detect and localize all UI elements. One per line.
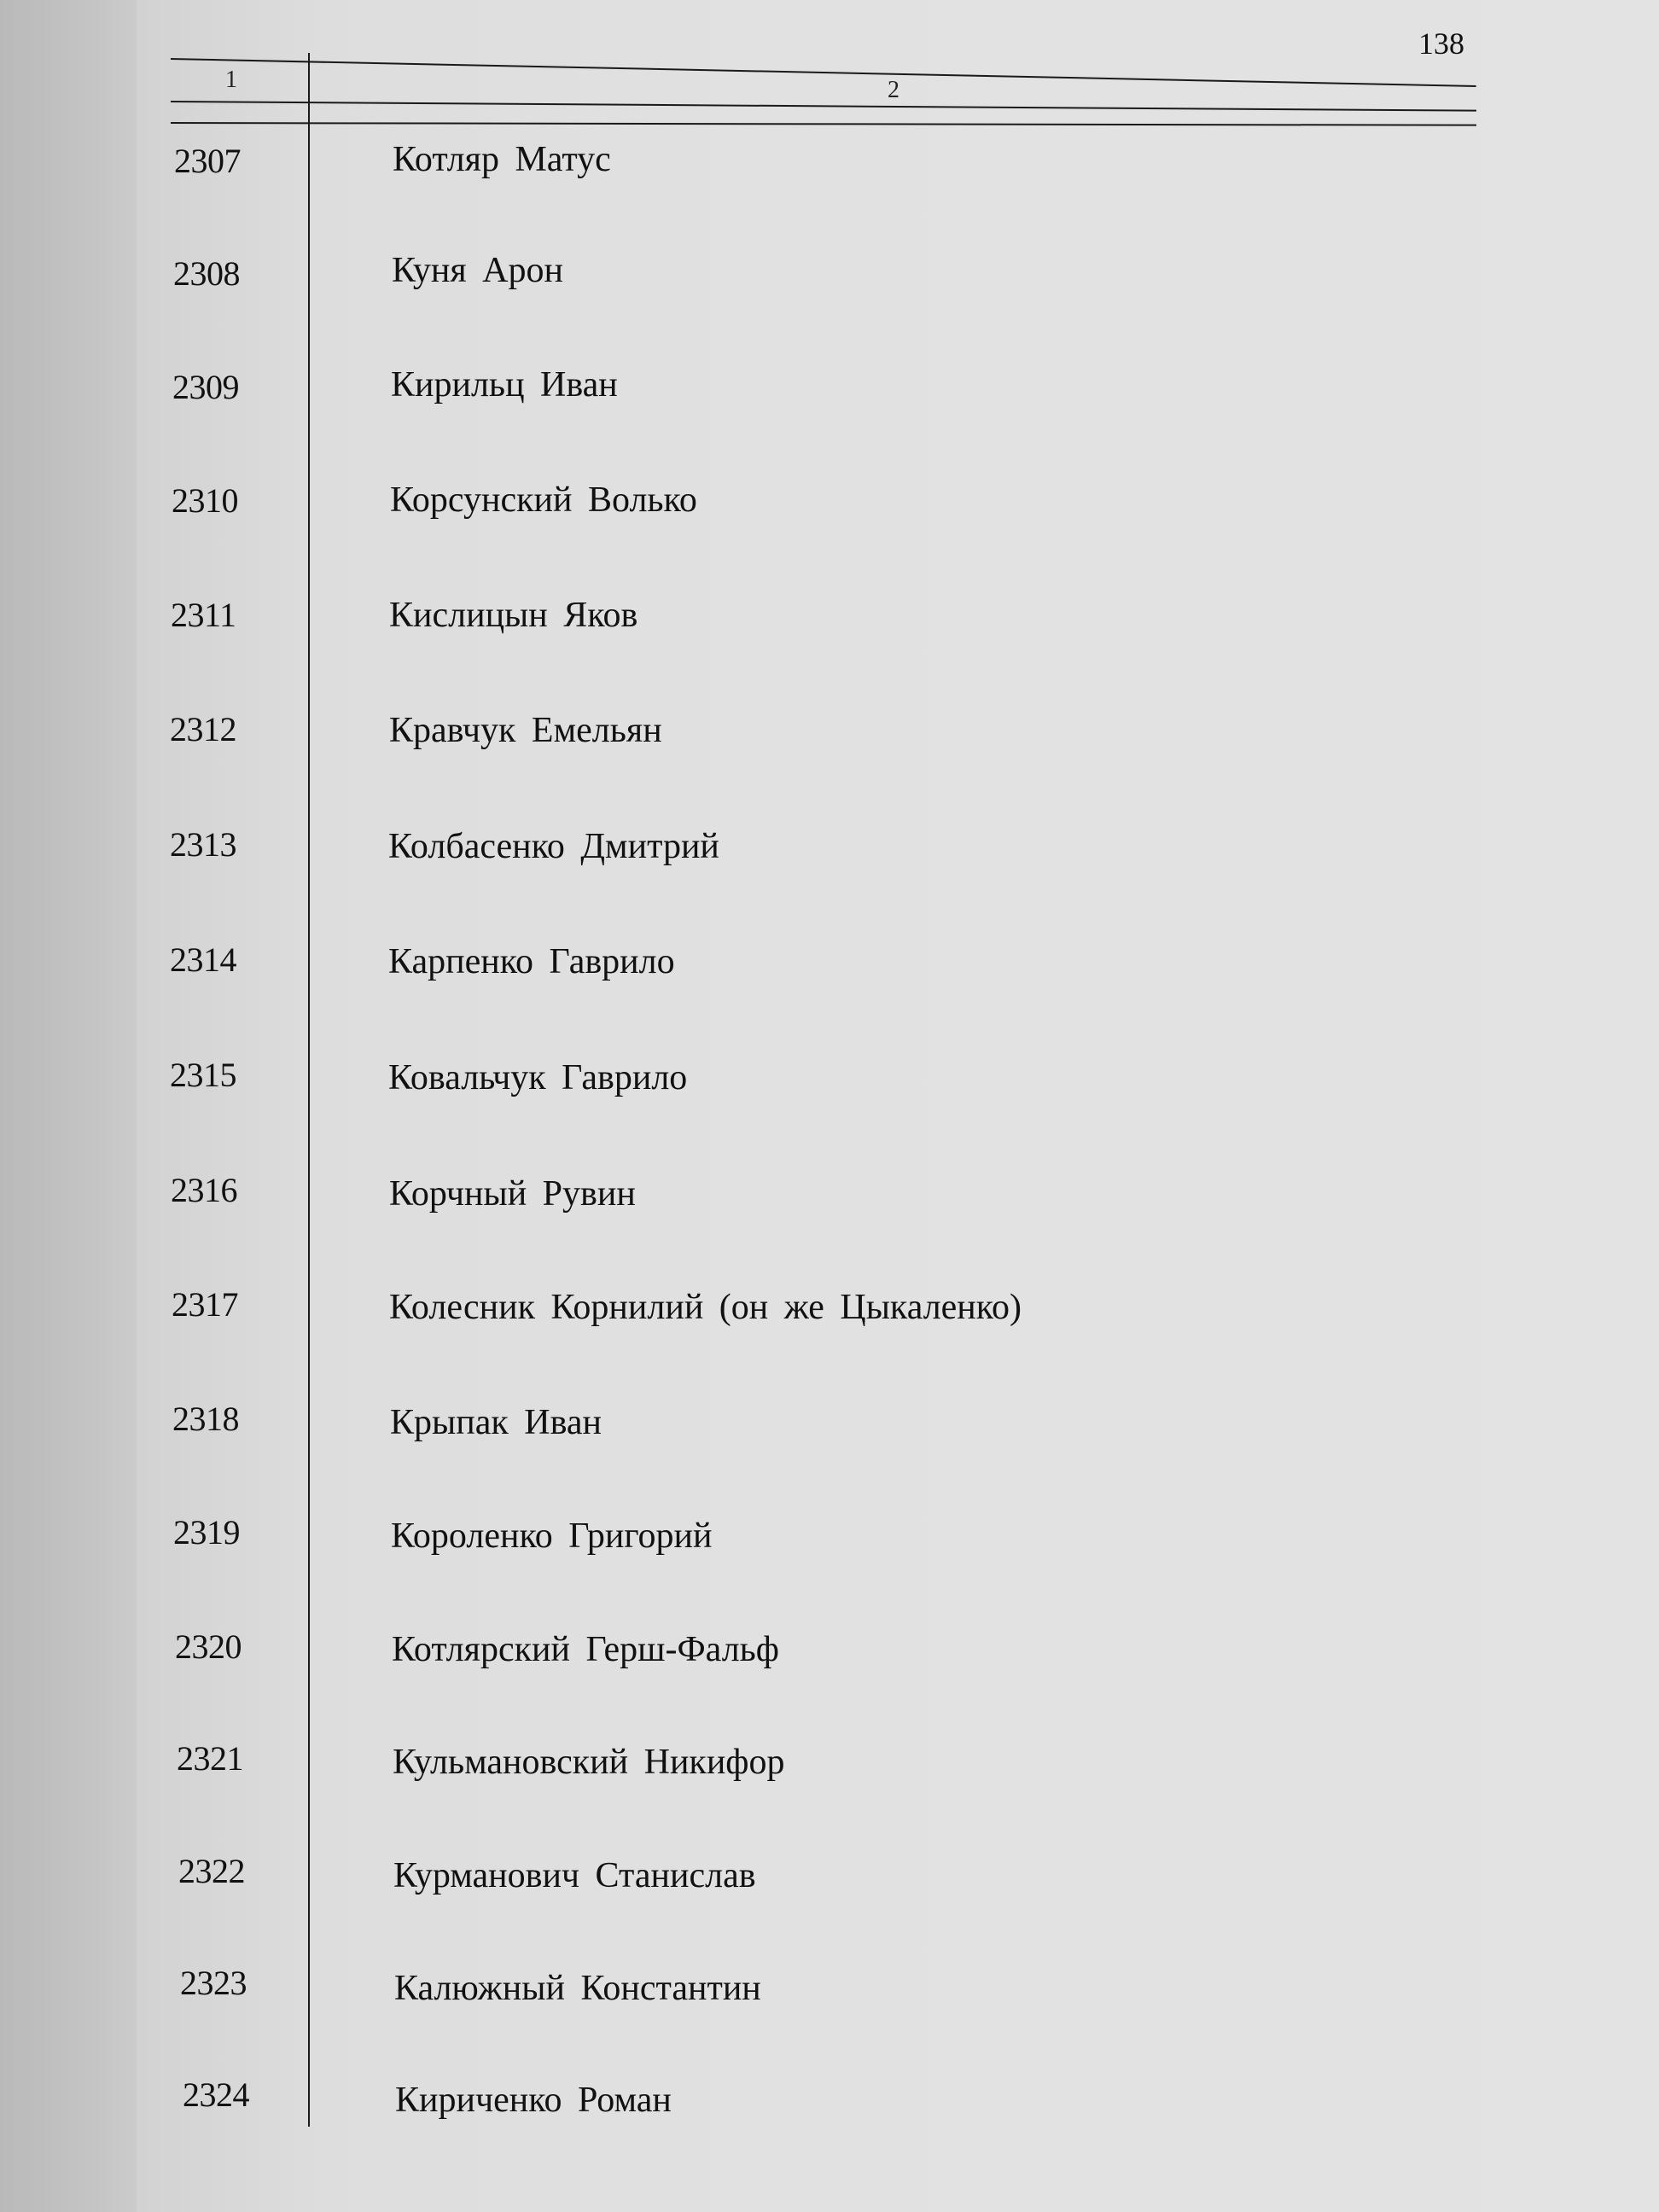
entry-number: 2310 <box>172 481 238 520</box>
entry-number: 2315 <box>170 1056 236 1094</box>
entry-number: 2317 <box>172 1285 238 1324</box>
entry-name: Калюжный Константин <box>394 1969 761 2008</box>
column-divider <box>308 53 310 2127</box>
page-number: 138 <box>1418 26 1464 61</box>
facing-page-edge <box>0 0 149 2212</box>
entry-number: 2312 <box>170 710 236 748</box>
entry-number: 2322 <box>178 1852 245 1890</box>
entry-name: Котляр Матус <box>393 140 611 179</box>
entry-number: 2308 <box>173 254 240 293</box>
entry-name: Корсунский Волько <box>390 480 697 520</box>
entry-number: 2316 <box>171 1171 237 1209</box>
entry-number: 2313 <box>170 825 236 864</box>
entry-name: Колбасенко Дмитрий <box>388 827 719 866</box>
entry-name: Кислицын Яков <box>389 596 638 635</box>
entry-number: 2318 <box>172 1400 239 1438</box>
entry-number: 2311 <box>171 596 236 634</box>
entry-name: Ковальчук Гаврило <box>388 1058 688 1097</box>
entry-name: Кульмановский Никифор <box>393 1743 785 1782</box>
entry-name: Колесник Корнилий (он же Цыкаленко) <box>389 1288 1022 1327</box>
entry-number: 2324 <box>183 2075 249 2114</box>
entry-name: Кравчук Емельян <box>389 711 662 750</box>
entry-name: Короленко Григорий <box>391 1516 713 1556</box>
entry-number: 2309 <box>172 368 239 406</box>
entry-number: 2323 <box>180 1964 247 2002</box>
entry-name: Курманович Станислав <box>393 1856 756 1895</box>
entry-name: Кирильц Иван <box>391 365 618 405</box>
column-header-1: 1 <box>225 67 237 93</box>
entry-number: 2321 <box>177 1739 243 1778</box>
entry-number: 2307 <box>174 142 241 180</box>
entry-number: 2320 <box>175 1627 242 1666</box>
entry-name: Крыпак Иван <box>390 1403 602 1442</box>
entry-name: Куня Арон <box>392 251 563 290</box>
entry-name: Корчный Рувин <box>389 1174 636 1214</box>
entry-number: 2319 <box>173 1513 240 1551</box>
entry-number: 2314 <box>170 940 236 979</box>
column-header-2: 2 <box>888 77 899 103</box>
book-page <box>137 0 1659 2212</box>
entry-name: Котлярский Герш-Фальф <box>392 1630 780 1669</box>
entry-name: Кириченко Роман <box>395 2081 672 2120</box>
entry-name: Карпенко Гаврило <box>388 942 675 981</box>
